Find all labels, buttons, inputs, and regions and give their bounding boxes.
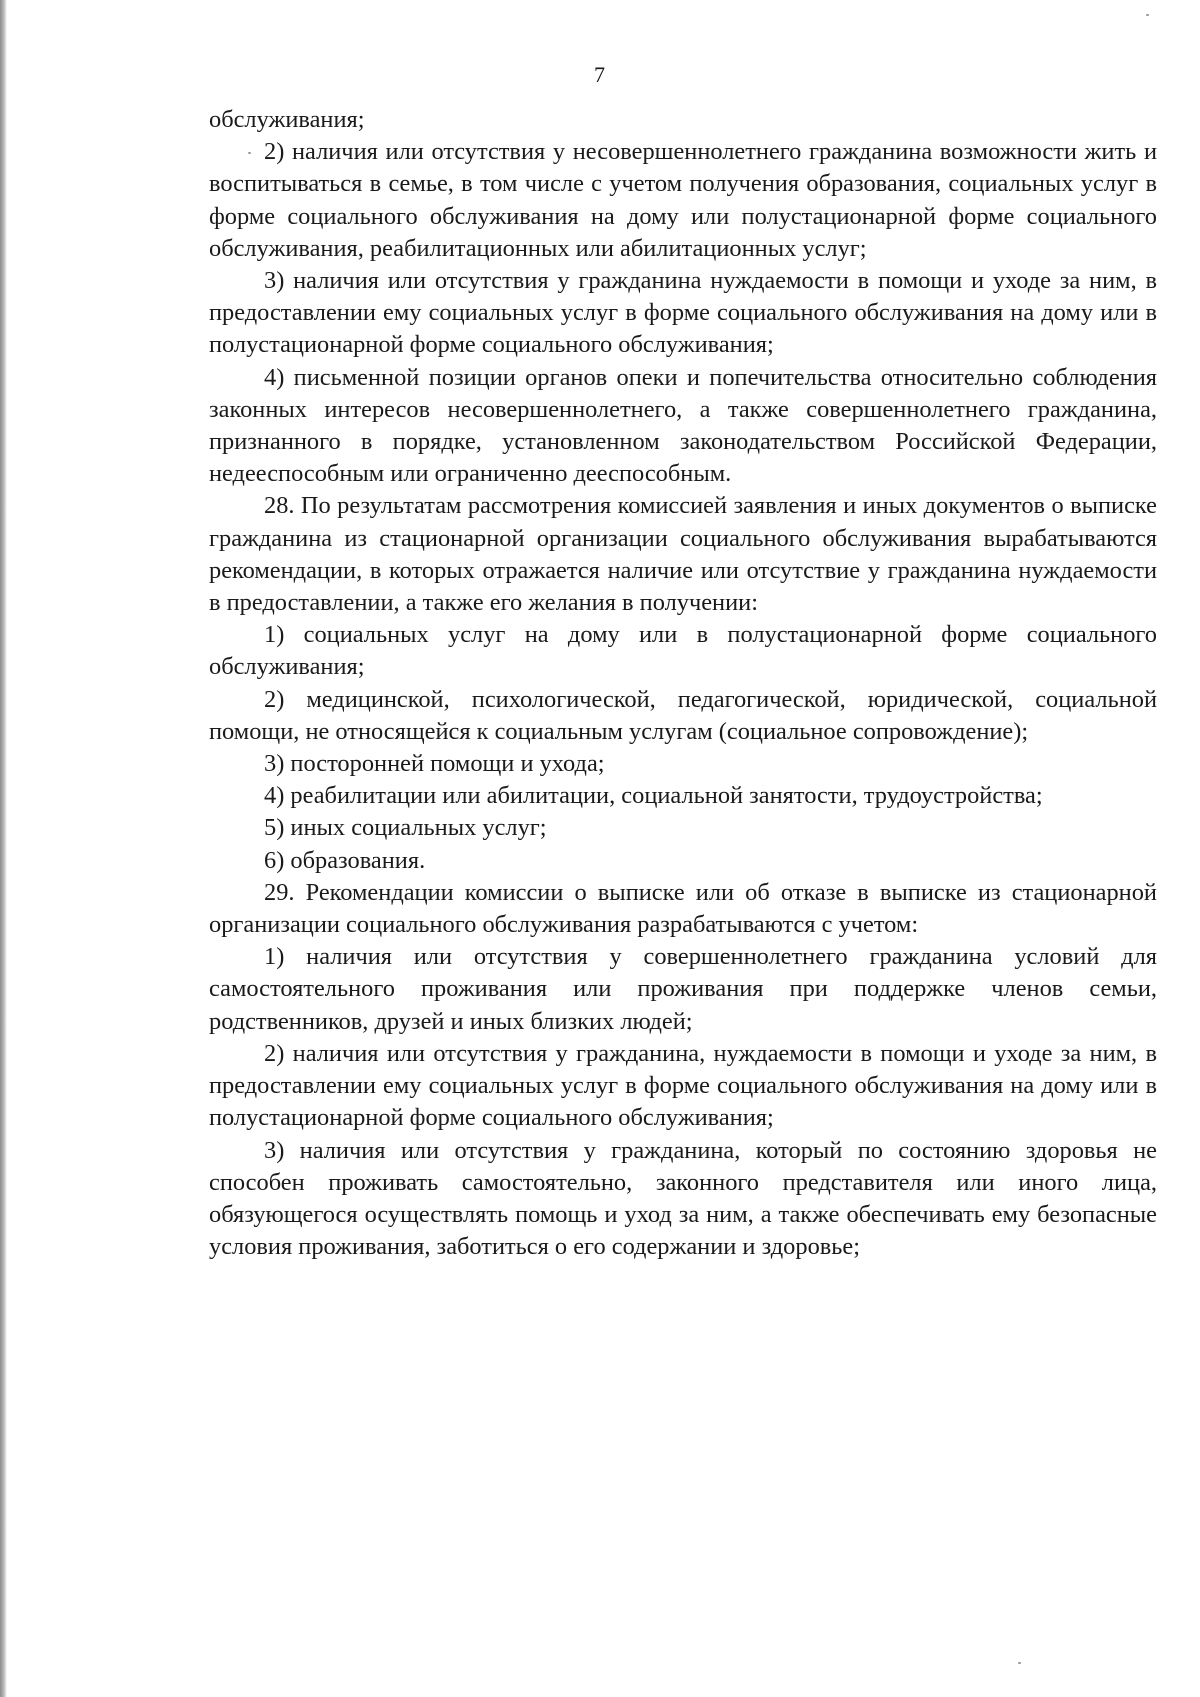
paragraph-29-item-2: 2) наличия или отсутствия у гражданина, нуждаемости в помощи и уходе за ним, в предоставлении ему социальных услуг в форме социального обслуживания на дому или в полустационарной форме социального обслуживания; <box>209 1039 1157 1132</box>
paragraph-28-item-6: 6) образования. <box>264 846 426 874</box>
paragraph-continuation: обслуживания; <box>209 106 365 133</box>
paragraph-27-item-2: 2) наличия или отсутствия у несовершеннолетнего гражданина возможности жить и воспитываться в семье, в том числе с учетом получения образования, социальных услуг в форме социального обслуживания на дому или полустационарной форме социального обслуживания, реабилитационных или абилитационных услуг; <box>209 138 1157 262</box>
paragraph-28-item-3: 3) посторонней помощи и ухода; <box>264 750 605 778</box>
paragraph-28-item-2: 2) медицинской, психологической, педагогической, юридической, социальной помощи, не относящейся к социальным услугам (социальное сопровождение); <box>209 685 1157 745</box>
scan-speck <box>1018 1662 1021 1664</box>
scan-shadow-edge <box>0 0 7 1697</box>
document-body <box>209 104 1157 1263</box>
paragraph-28: 28. По результатам рассмотрения комиссией заявления и иных документов о выписке гражданина из стационарной организации социального обслуживания вырабатываются рекомендации, в которых отражается наличие или отсутствие у гражданина нуждаемости в предоставлении, а также его желания в получении: <box>209 492 1157 617</box>
paragraph-28-item-5: 5) иных социальных услуг; <box>264 814 547 842</box>
scan-speck <box>1146 14 1149 16</box>
paragraph-28-item-1: 1) социальных услуг на дому или в полустационарной форме социального обслуживания; <box>209 621 1157 681</box>
paragraph-29-item-3: 3) наличия или отсутствия у гражданина, который по состоянию здоровья не способен проживать самостоятельно, законного представителя или иного лица, обязующегося осуществлять помощь и уход за ним, а также обеспечивать ему безопасные условия проживания, заботиться о его содержании и здоровье; <box>209 1136 1157 1261</box>
paragraph-27-item-3: 3) наличия или отсутствия у гражданина нуждаемости в помощи и уходе за ним, в предоставлении ему социальных услуг в форме социального обслуживания на дому или в полустационарной форме социального обслуживания; <box>209 267 1157 359</box>
paragraph-29-item-1: 1) наличия или отсутствия у совершеннолетнего гражданина условий для самостоятельного проживания или проживания при поддержке членов семьи, родственников, друзей и иных близких людей; <box>209 943 1157 1035</box>
page-number: 7 <box>594 62 606 87</box>
paragraph-28-item-4: 4) реабилитации или абилитации, социальной занятости, трудоустройства; <box>264 782 1043 810</box>
paragraph-29: 29. Рекомендации комиссии о выписке или об отказе в выписке из стационарной организации социального обслуживания разрабатываются с учетом: <box>209 878 1157 939</box>
paragraph-27-item-4: 4) письменной позиции органов опеки и попечительства относительно соблюдения законных интересов несовершеннолетнего, а также совершеннолетнего гражданина, признанного в порядке, установленном законодательством Российской Федерации, недееспособным или ограниченно дееспособным. <box>209 363 1157 488</box>
